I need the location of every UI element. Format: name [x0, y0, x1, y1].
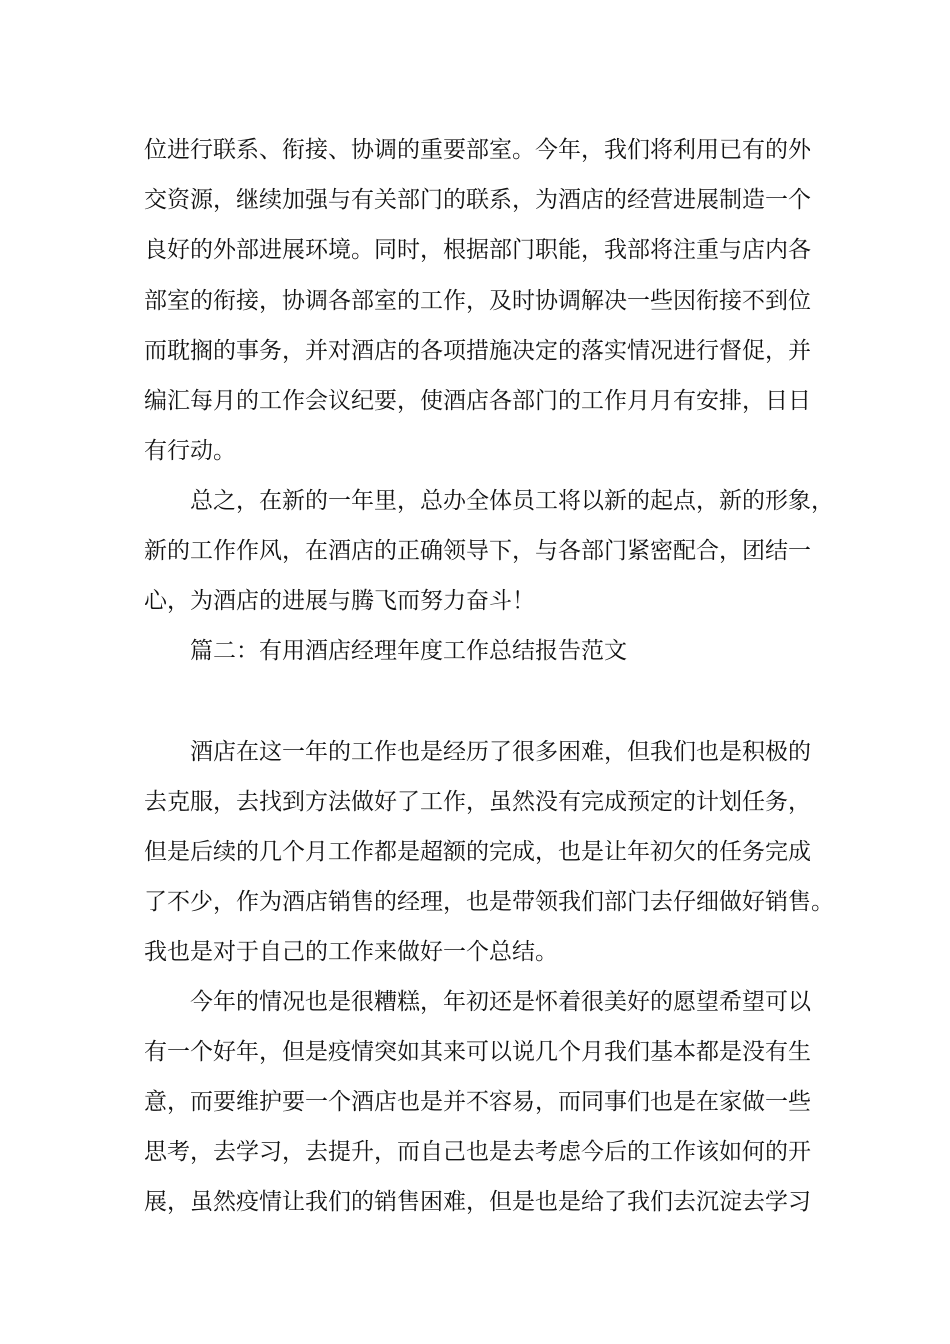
text-line: 我也是对于自己的工作来做好一个总结。 — [144, 939, 558, 965]
text-line: 交资源，继续加强与有关部门的联系，为酒店的经营进展制造一个 — [144, 187, 811, 213]
text-line: 去克服，去找到方法做好了工作，虽然没有完成预定的计划任务， — [144, 789, 811, 815]
text-line: 良好的外部进展环境。同时，根据部门职能，我部将注重与店内各 — [144, 237, 811, 263]
text-line: 编汇每月的工作会议纪要，使酒店各部门的工作月月有安排，日日 — [144, 388, 811, 414]
text-line: 而耽搁的事务，并对酒店的各项措施决定的落实情况进行督促，并 — [144, 338, 811, 364]
text-line: 新的工作作风，在酒店的正确领导下，与各部门紧密配合，团结一 — [144, 538, 811, 564]
paragraph-first-line: 今年的情况也是很糟糕，年初还是怀着很美好的愿望希望可以 — [190, 989, 811, 1015]
text-line: 展，虽然疫情让我们的销售困难，但是也是给了我们去沉淀去学习 — [144, 1189, 811, 1215]
text-line: 思考，去学习，去提升，而自己也是去考虑今后的工作该如何的开 — [144, 1139, 811, 1165]
section-heading: 篇二：有用酒店经理年度工作总结报告范文 — [190, 638, 627, 664]
text-line: 意，而要维护要一个酒店也是并不容易，而同事们也是在家做一些 — [144, 1089, 811, 1115]
text-line: 有行动。 — [144, 438, 236, 464]
paragraph-first-line: 总之，在新的一年里，总办全体员工将以新的起点，新的形象， — [190, 488, 834, 514]
text-line: 位进行联系、衔接、协调的重要部室。今年，我们将利用已有的外 — [144, 137, 811, 163]
text-line: 了不少，作为酒店销售的经理，也是带领我们部门去仔细做好销售。 — [144, 889, 834, 915]
text-line: 部室的衔接，协调各部室的工作，及时协调解决一些因衔接不到位 — [144, 288, 811, 314]
text-line: 但是后续的几个月工作都是超额的完成，也是让年初欠的任务完成 — [144, 839, 811, 865]
text-line: 心，为酒店的进展与腾飞而努力奋斗！ — [144, 588, 535, 614]
text-line: 有一个好年，但是疫情突如其来可以说几个月我们基本都是没有生 — [144, 1039, 811, 1065]
paragraph-first-line: 酒店在这一年的工作也是经历了很多困难，但我们也是积极的 — [190, 739, 811, 765]
